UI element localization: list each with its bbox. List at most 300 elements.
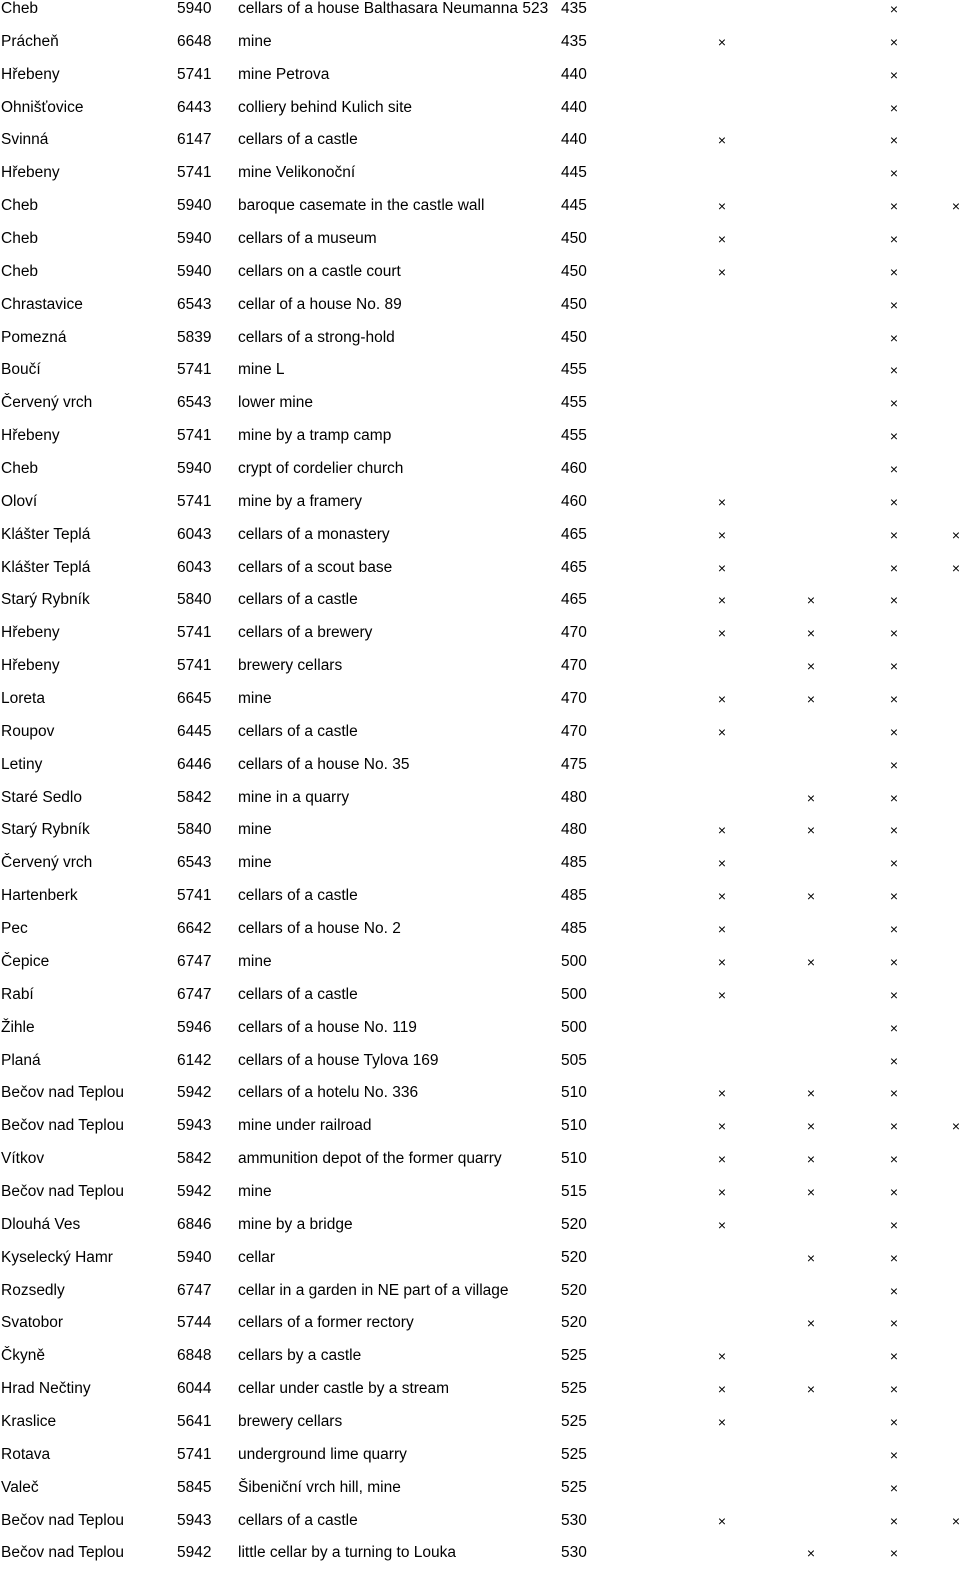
cross-mark-icon: × bbox=[889, 1052, 899, 1069]
description-cell: mine L bbox=[238, 361, 285, 379]
cross-mark-icon: × bbox=[889, 691, 899, 708]
map-code-cell: 6043 bbox=[177, 525, 212, 543]
cross-mark-icon: × bbox=[717, 625, 727, 642]
cross-mark-icon: × bbox=[806, 953, 816, 970]
location-cell: Cheb bbox=[1, 0, 39, 17]
cross-mark-icon: × bbox=[889, 822, 899, 839]
cross-mark-icon: × bbox=[889, 231, 899, 248]
location-cell: Vítkov bbox=[1, 1150, 45, 1168]
map-code-cell: 5940 bbox=[177, 460, 212, 478]
location-cell: Hřebeny bbox=[1, 164, 60, 182]
table-row bbox=[0, 1249, 960, 1282]
altitude-cell: 500 bbox=[561, 985, 587, 1003]
cross-mark-icon: × bbox=[889, 1249, 899, 1266]
map-code-cell: 5842 bbox=[177, 788, 212, 806]
location-cell: Cheb bbox=[1, 230, 39, 248]
cross-mark-icon: × bbox=[889, 953, 899, 970]
map-code-cell: 6044 bbox=[177, 1380, 212, 1398]
map-code-cell: 5943 bbox=[177, 1117, 212, 1135]
map-code-cell: 6648 bbox=[177, 32, 212, 50]
description-cell: little cellar by a turning to Louka bbox=[238, 1544, 456, 1562]
altitude-cell: 445 bbox=[561, 197, 587, 215]
table-row bbox=[0, 329, 960, 362]
cross-mark-icon: × bbox=[889, 789, 899, 806]
cross-mark-icon: × bbox=[889, 132, 899, 149]
description-cell: cellars by a castle bbox=[238, 1347, 362, 1365]
cross-mark-icon: × bbox=[951, 559, 960, 576]
location-cell: Pomezná bbox=[1, 328, 67, 346]
description-cell: cellar under castle by a stream bbox=[238, 1380, 450, 1398]
map-code-cell: 5943 bbox=[177, 1511, 212, 1529]
table-row bbox=[0, 1019, 960, 1052]
location-cell: Hartenberk bbox=[1, 887, 78, 905]
altitude-cell: 465 bbox=[561, 558, 587, 576]
location-cell: Bečov nad Teplou bbox=[1, 1117, 124, 1135]
table-row bbox=[0, 526, 960, 559]
cross-mark-icon: × bbox=[889, 756, 899, 773]
altitude-cell: 520 bbox=[561, 1215, 587, 1233]
location-cell: Rozsedly bbox=[1, 1281, 65, 1299]
map-code-cell: 6142 bbox=[177, 1051, 212, 1069]
table-row bbox=[0, 559, 960, 592]
table-row bbox=[0, 1117, 960, 1150]
altitude-cell: 470 bbox=[561, 722, 587, 740]
location-cell: Staré Sedlo bbox=[1, 788, 82, 806]
cross-mark-icon: × bbox=[806, 888, 816, 905]
table-row bbox=[0, 690, 960, 723]
altitude-cell: 455 bbox=[561, 361, 587, 379]
altitude-cell: 520 bbox=[561, 1248, 587, 1266]
location-cell: Červený vrch bbox=[1, 854, 93, 872]
description-cell: mine by a tramp camp bbox=[238, 427, 392, 445]
cross-mark-icon: × bbox=[717, 1413, 727, 1430]
location-cell: Prácheň bbox=[1, 32, 59, 50]
altitude-cell: 480 bbox=[561, 788, 587, 806]
description-cell: cellars of a museum bbox=[238, 230, 377, 248]
table-row bbox=[0, 1512, 960, 1545]
cross-mark-icon: × bbox=[889, 526, 899, 543]
altitude-cell: 525 bbox=[561, 1445, 587, 1463]
location-cell: Ohnišťovice bbox=[1, 98, 84, 116]
description-cell: mine bbox=[238, 32, 272, 50]
cross-mark-icon: × bbox=[889, 198, 899, 215]
cross-mark-icon: × bbox=[717, 723, 727, 740]
map-code-cell: 5940 bbox=[177, 197, 212, 215]
map-code-cell: 6446 bbox=[177, 755, 212, 773]
table-row bbox=[0, 1380, 960, 1413]
map-code-cell: 6747 bbox=[177, 952, 212, 970]
table-row bbox=[0, 920, 960, 953]
map-code-cell: 5842 bbox=[177, 1150, 212, 1168]
cross-mark-icon: × bbox=[806, 1118, 816, 1135]
cross-mark-icon: × bbox=[889, 559, 899, 576]
map-code-cell: 6846 bbox=[177, 1215, 212, 1233]
location-cell: Čkyně bbox=[1, 1347, 45, 1365]
description-cell: Šibeniční vrch hill, mine bbox=[238, 1478, 401, 1496]
cross-mark-icon: × bbox=[717, 1348, 727, 1365]
location-cell: Planá bbox=[1, 1051, 41, 1069]
description-cell: brewery cellars bbox=[238, 657, 343, 675]
location-cell: Klášter Teplá bbox=[1, 525, 91, 543]
cross-mark-icon: × bbox=[717, 526, 727, 543]
description-cell: colliery behind Kulich site bbox=[238, 98, 413, 116]
description-cell: lower mine bbox=[238, 394, 313, 412]
description-cell: cellars of a castle bbox=[238, 591, 358, 609]
location-cell: Cheb bbox=[1, 262, 39, 280]
table-row bbox=[0, 99, 960, 132]
description-cell: mine Velikonoční bbox=[238, 164, 356, 182]
map-code-cell: 6747 bbox=[177, 1281, 212, 1299]
location-cell: Bečov nad Teplou bbox=[1, 1084, 124, 1102]
description-cell: cellars of a former rectory bbox=[238, 1314, 414, 1332]
cross-mark-icon: × bbox=[806, 1545, 816, 1562]
description-cell: mine bbox=[238, 1182, 272, 1200]
cross-mark-icon: × bbox=[889, 625, 899, 642]
location-cell: Bečov nad Teplou bbox=[1, 1511, 124, 1529]
cross-mark-icon: × bbox=[889, 493, 899, 510]
table-row bbox=[0, 1216, 960, 1249]
description-cell: cellar of a house No. 89 bbox=[238, 295, 402, 313]
map-code-cell: 5741 bbox=[177, 1445, 212, 1463]
cross-mark-icon: × bbox=[806, 691, 816, 708]
cross-mark-icon: × bbox=[717, 1151, 727, 1168]
location-cell: Bečov nad Teplou bbox=[1, 1544, 124, 1562]
altitude-cell: 480 bbox=[561, 821, 587, 839]
cross-mark-icon: × bbox=[889, 1282, 899, 1299]
table-row bbox=[0, 1084, 960, 1117]
map-code-cell: 5940 bbox=[177, 0, 212, 17]
cross-mark-icon: × bbox=[717, 592, 727, 609]
table-row bbox=[0, 1544, 960, 1577]
cross-mark-icon: × bbox=[717, 1381, 727, 1398]
table-row bbox=[0, 66, 960, 99]
location-cell: Starý Rybník bbox=[1, 821, 90, 839]
location-cell: Kraslice bbox=[1, 1412, 57, 1430]
location-cell: Klášter Teplá bbox=[1, 558, 91, 576]
map-code-cell: 6848 bbox=[177, 1347, 212, 1365]
cross-mark-icon: × bbox=[717, 855, 727, 872]
description-cell: cellars of a castle bbox=[238, 131, 358, 149]
cross-mark-icon: × bbox=[806, 592, 816, 609]
cross-mark-icon: × bbox=[889, 986, 899, 1003]
altitude-cell: 485 bbox=[561, 854, 587, 872]
description-cell: cellars of a house Tylova 169 bbox=[238, 1051, 439, 1069]
map-code-cell: 6543 bbox=[177, 295, 212, 313]
cross-mark-icon: × bbox=[889, 1019, 899, 1036]
altitude-cell: 455 bbox=[561, 427, 587, 445]
table-row bbox=[0, 657, 960, 690]
location-cell: Žihle bbox=[1, 1018, 35, 1036]
altitude-cell: 470 bbox=[561, 624, 587, 642]
description-cell: cellars of a house No. 119 bbox=[238, 1018, 417, 1036]
altitude-cell: 510 bbox=[561, 1117, 587, 1135]
cross-mark-icon: × bbox=[806, 822, 816, 839]
description-cell: cellars of a scout base bbox=[238, 558, 393, 576]
location-cell: Boučí bbox=[1, 361, 41, 379]
altitude-cell: 510 bbox=[561, 1084, 587, 1102]
cross-mark-icon: × bbox=[889, 461, 899, 478]
table-row bbox=[0, 591, 960, 624]
cross-mark-icon: × bbox=[889, 1348, 899, 1365]
altitude-cell: 525 bbox=[561, 1478, 587, 1496]
description-cell: cellars of a house No. 35 bbox=[238, 755, 410, 773]
cross-mark-icon: × bbox=[889, 855, 899, 872]
location-cell: Čepice bbox=[1, 952, 50, 970]
cross-mark-icon: × bbox=[889, 1545, 899, 1562]
location-cell: Oloví bbox=[1, 492, 38, 510]
cross-mark-icon: × bbox=[806, 625, 816, 642]
location-cell: Hřebeny bbox=[1, 427, 60, 445]
altitude-cell: 500 bbox=[561, 952, 587, 970]
table-row bbox=[0, 33, 960, 66]
location-cell: Valeč bbox=[1, 1478, 39, 1496]
altitude-cell: 520 bbox=[561, 1314, 587, 1332]
location-cell: Hřebeny bbox=[1, 65, 60, 83]
table-row bbox=[0, 164, 960, 197]
altitude-cell: 440 bbox=[561, 131, 587, 149]
location-cell: Kyselecký Hamr bbox=[1, 1248, 113, 1266]
table-row bbox=[0, 986, 960, 1019]
description-cell: brewery cellars bbox=[238, 1412, 343, 1430]
table-row bbox=[0, 493, 960, 526]
location-cell: Hřebeny bbox=[1, 624, 60, 642]
cross-mark-icon: × bbox=[889, 362, 899, 379]
description-cell: cellars of a house No. 2 bbox=[238, 920, 401, 938]
altitude-cell: 470 bbox=[561, 690, 587, 708]
map-code-cell: 5741 bbox=[177, 887, 212, 905]
cross-mark-icon: × bbox=[717, 691, 727, 708]
table-row bbox=[0, 394, 960, 427]
altitude-cell: 455 bbox=[561, 394, 587, 412]
description-cell: mine bbox=[238, 952, 272, 970]
map-code-cell: 5839 bbox=[177, 328, 212, 346]
cross-mark-icon: × bbox=[951, 1118, 960, 1135]
location-cell: Loreta bbox=[1, 690, 45, 708]
map-code-cell: 5741 bbox=[177, 164, 212, 182]
cross-mark-icon: × bbox=[717, 231, 727, 248]
location-cell: Červený vrch bbox=[1, 394, 93, 412]
cross-mark-icon: × bbox=[889, 1512, 899, 1529]
altitude-cell: 515 bbox=[561, 1182, 587, 1200]
map-code-cell: 5840 bbox=[177, 821, 212, 839]
altitude-cell: 530 bbox=[561, 1511, 587, 1529]
location-cell: Cheb bbox=[1, 460, 39, 478]
table-row bbox=[0, 131, 960, 164]
map-code-cell: 5741 bbox=[177, 492, 212, 510]
description-cell: cellars of a castle bbox=[238, 1511, 358, 1529]
altitude-cell: 525 bbox=[561, 1347, 587, 1365]
altitude-cell: 520 bbox=[561, 1281, 587, 1299]
description-cell: cellars on a castle court bbox=[238, 262, 401, 280]
cross-mark-icon: × bbox=[889, 723, 899, 740]
description-cell: cellars of a house Balthasara Neumanna 523 bbox=[238, 0, 549, 17]
cross-mark-icon: × bbox=[806, 1381, 816, 1398]
description-cell: mine by a bridge bbox=[238, 1215, 353, 1233]
altitude-cell: 435 bbox=[561, 32, 587, 50]
description-cell: underground lime quarry bbox=[238, 1445, 407, 1463]
description-cell: mine bbox=[238, 821, 272, 839]
table-row bbox=[0, 230, 960, 263]
map-code-cell: 5845 bbox=[177, 1478, 212, 1496]
map-code-cell: 5744 bbox=[177, 1314, 212, 1332]
cross-mark-icon: × bbox=[889, 1151, 899, 1168]
location-cell: Svinná bbox=[1, 131, 49, 149]
table-row bbox=[0, 1446, 960, 1479]
cross-mark-icon: × bbox=[717, 493, 727, 510]
cross-mark-icon: × bbox=[889, 888, 899, 905]
cross-mark-icon: × bbox=[889, 921, 899, 938]
cross-mark-icon: × bbox=[889, 395, 899, 412]
cross-mark-icon: × bbox=[806, 1249, 816, 1266]
cross-mark-icon: × bbox=[806, 1315, 816, 1332]
cross-mark-icon: × bbox=[717, 1183, 727, 1200]
cross-mark-icon: × bbox=[717, 953, 727, 970]
cross-mark-icon: × bbox=[889, 329, 899, 346]
cross-mark-icon: × bbox=[889, 1413, 899, 1430]
cross-mark-icon: × bbox=[806, 1085, 816, 1102]
description-cell: ammunition depot of the former quarry bbox=[238, 1150, 502, 1168]
altitude-cell: 505 bbox=[561, 1051, 587, 1069]
cross-mark-icon: × bbox=[806, 789, 816, 806]
cross-mark-icon: × bbox=[951, 1512, 960, 1529]
description-cell: cellars of a monastery bbox=[238, 525, 390, 543]
map-code-cell: 6443 bbox=[177, 98, 212, 116]
table-row bbox=[0, 854, 960, 887]
map-code-cell: 5741 bbox=[177, 361, 212, 379]
map-code-cell: 5741 bbox=[177, 657, 212, 675]
table-row bbox=[0, 1314, 960, 1347]
table-row bbox=[0, 1479, 960, 1512]
cross-mark-icon: × bbox=[889, 99, 899, 116]
cross-mark-icon: × bbox=[717, 263, 727, 280]
altitude-cell: 485 bbox=[561, 887, 587, 905]
map-code-cell: 6645 bbox=[177, 690, 212, 708]
table-row bbox=[0, 361, 960, 394]
table-row bbox=[0, 723, 960, 756]
cross-mark-icon: × bbox=[889, 1216, 899, 1233]
map-code-cell: 6747 bbox=[177, 985, 212, 1003]
map-code-cell: 5741 bbox=[177, 624, 212, 642]
location-cell: Chrastavice bbox=[1, 295, 83, 313]
altitude-cell: 500 bbox=[561, 1018, 587, 1036]
cross-mark-icon: × bbox=[889, 66, 899, 83]
location-cell: Pec bbox=[1, 920, 28, 938]
altitude-cell: 475 bbox=[561, 755, 587, 773]
description-cell: mine bbox=[238, 690, 272, 708]
table-row bbox=[0, 460, 960, 493]
cross-mark-icon: × bbox=[889, 33, 899, 50]
cross-mark-icon: × bbox=[806, 658, 816, 675]
location-cell: Svatobor bbox=[1, 1314, 64, 1332]
table-row bbox=[0, 1052, 960, 1085]
table-row bbox=[0, 789, 960, 822]
description-cell: mine in a quarry bbox=[238, 788, 350, 806]
cross-mark-icon: × bbox=[889, 263, 899, 280]
altitude-cell: 530 bbox=[561, 1544, 587, 1562]
table-row bbox=[0, 263, 960, 296]
cross-mark-icon: × bbox=[717, 559, 727, 576]
cross-mark-icon: × bbox=[717, 1512, 727, 1529]
cross-mark-icon: × bbox=[717, 1216, 727, 1233]
cross-mark-icon: × bbox=[951, 198, 960, 215]
table-row bbox=[0, 1347, 960, 1380]
altitude-cell: 525 bbox=[561, 1380, 587, 1398]
table-row bbox=[0, 427, 960, 460]
description-cell: cellars of a hotelu No. 336 bbox=[238, 1084, 419, 1102]
altitude-cell: 460 bbox=[561, 460, 587, 478]
description-cell: cellar bbox=[238, 1248, 276, 1266]
cross-mark-icon: × bbox=[951, 526, 960, 543]
cross-mark-icon: × bbox=[717, 198, 727, 215]
cross-mark-icon: × bbox=[889, 296, 899, 313]
cross-mark-icon: × bbox=[889, 1381, 899, 1398]
cross-mark-icon: × bbox=[889, 1479, 899, 1496]
map-code-cell: 5741 bbox=[177, 427, 212, 445]
cross-mark-icon: × bbox=[717, 1085, 727, 1102]
description-cell: cellars of a castle bbox=[238, 887, 358, 905]
map-code-cell: 5940 bbox=[177, 1248, 212, 1266]
cross-mark-icon: × bbox=[889, 428, 899, 445]
map-code-cell: 6642 bbox=[177, 920, 212, 938]
table-row bbox=[0, 756, 960, 789]
location-cell: Bečov nad Teplou bbox=[1, 1182, 124, 1200]
description-cell: baroque casemate in the castle wall bbox=[238, 197, 485, 215]
cross-mark-icon: × bbox=[889, 658, 899, 675]
map-code-cell: 5942 bbox=[177, 1084, 212, 1102]
altitude-cell: 470 bbox=[561, 657, 587, 675]
map-code-cell: 5840 bbox=[177, 591, 212, 609]
table-row bbox=[0, 1150, 960, 1183]
map-code-cell: 6543 bbox=[177, 394, 212, 412]
cross-mark-icon: × bbox=[889, 165, 899, 182]
location-cell: Hřebeny bbox=[1, 657, 60, 675]
map-code-cell: 6445 bbox=[177, 722, 212, 740]
altitude-cell: 450 bbox=[561, 230, 587, 248]
cross-mark-icon: × bbox=[806, 1183, 816, 1200]
location-cell: Roupov bbox=[1, 722, 55, 740]
description-cell: crypt of cordelier church bbox=[238, 460, 404, 478]
table-row bbox=[0, 1282, 960, 1315]
description-cell: cellars of a castle bbox=[238, 722, 358, 740]
map-code-cell: 5741 bbox=[177, 65, 212, 83]
description-cell: cellars of a castle bbox=[238, 985, 358, 1003]
table-row bbox=[0, 0, 960, 33]
description-cell: mine by a framery bbox=[238, 492, 363, 510]
altitude-cell: 450 bbox=[561, 295, 587, 313]
location-cell: Letiny bbox=[1, 755, 43, 773]
altitude-cell: 525 bbox=[561, 1412, 587, 1430]
table-row bbox=[0, 624, 960, 657]
cross-mark-icon: × bbox=[889, 1315, 899, 1332]
cross-mark-icon: × bbox=[717, 986, 727, 1003]
cross-mark-icon: × bbox=[889, 1446, 899, 1463]
map-code-cell: 5946 bbox=[177, 1018, 212, 1036]
location-cell: Rotava bbox=[1, 1445, 51, 1463]
altitude-cell: 460 bbox=[561, 492, 587, 510]
cross-mark-icon: × bbox=[889, 1085, 899, 1102]
altitude-cell: 510 bbox=[561, 1150, 587, 1168]
table-row bbox=[0, 953, 960, 986]
description-cell: mine under railroad bbox=[238, 1117, 372, 1135]
altitude-cell: 445 bbox=[561, 164, 587, 182]
altitude-cell: 450 bbox=[561, 262, 587, 280]
map-code-cell: 6147 bbox=[177, 131, 212, 149]
cross-mark-icon: × bbox=[717, 822, 727, 839]
cross-mark-icon: × bbox=[889, 1118, 899, 1135]
cross-mark-icon: × bbox=[717, 921, 727, 938]
map-code-cell: 5940 bbox=[177, 262, 212, 280]
table-row bbox=[0, 887, 960, 920]
